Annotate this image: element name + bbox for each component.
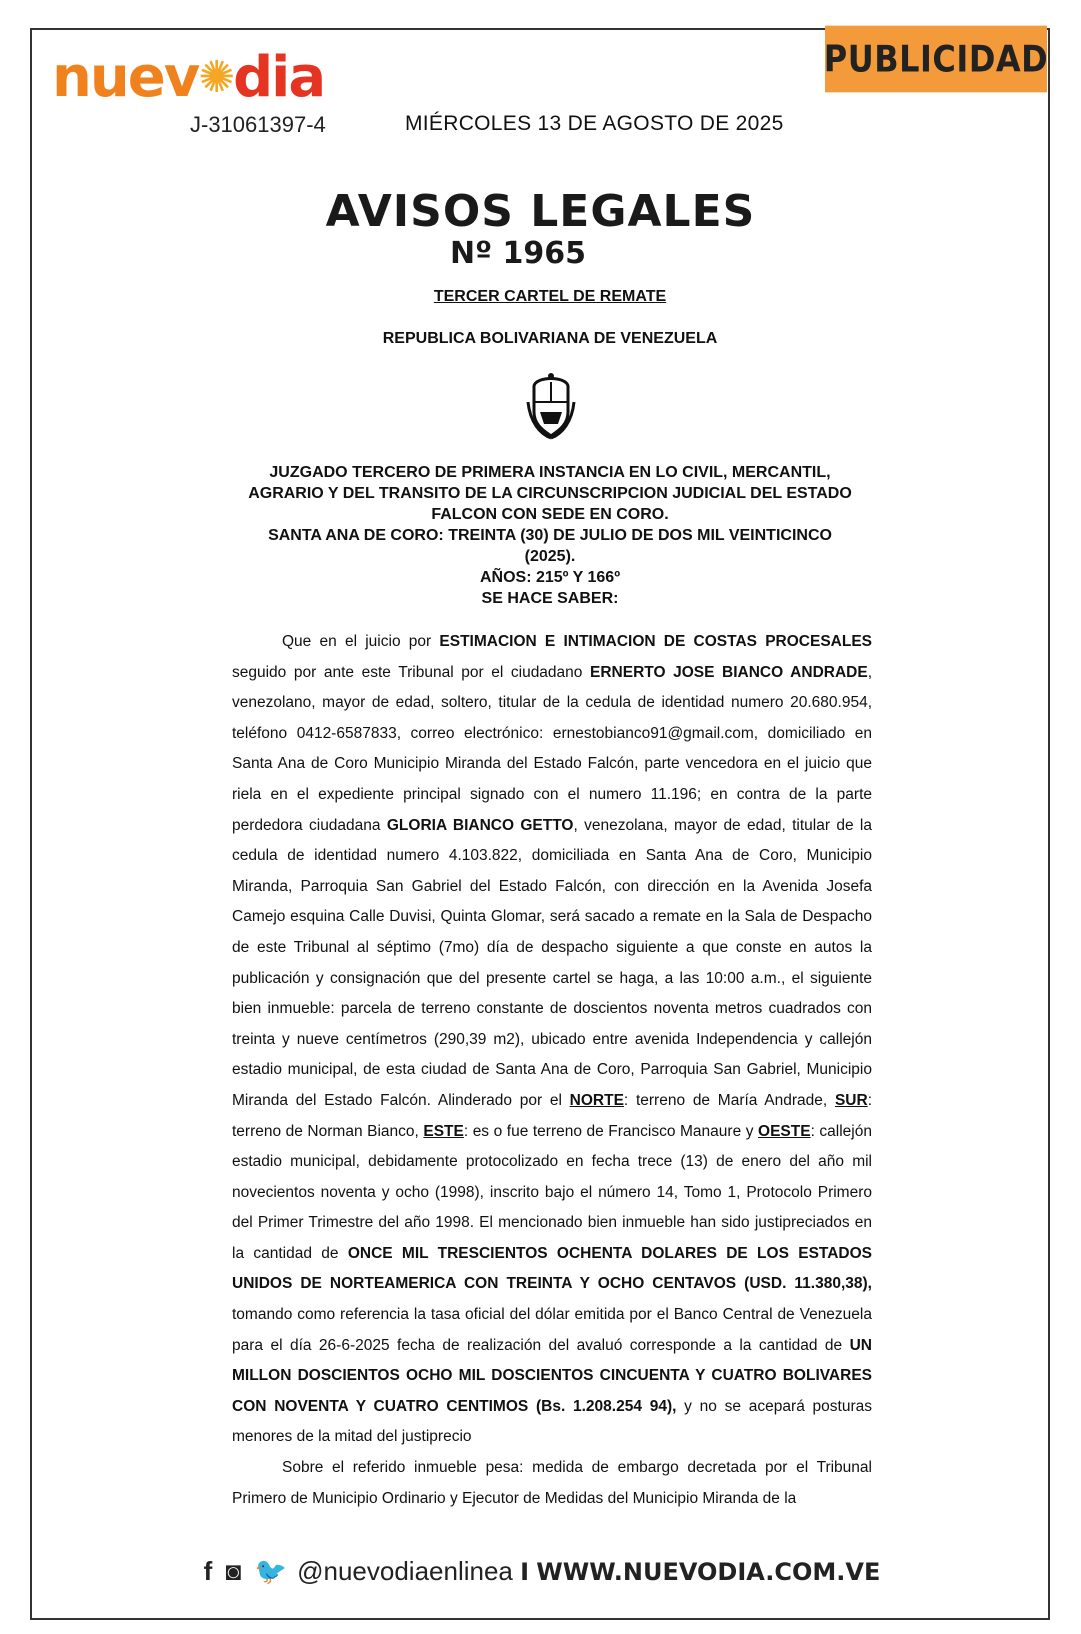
newspaper-logo: nuev✺dia: [52, 45, 325, 110]
country-name: REPUBLICA BOLIVARIANA DE VENEZUELA: [382, 330, 718, 347]
notice-body: [232, 627, 872, 1514]
facebook-icon[interactable]: f: [203, 1556, 213, 1586]
court-header: JUZGADO TERCERO DE PRIMERA INSTANCIA EN LO CIVIL, MERCANTIL, AGRARIO Y DEL TRANSITO DE LA CIRCUNSCRIPCION JUDICIAL DEL ESTADO FALCON CON SEDE EN CORO. SANTA ANA DE CORO: TREINTA (30) DE JULIO DE DOS MIL VEINTICINCO (2025). AÑOS: 215º Y 166º SE HACE SABER:: [248, 464, 852, 607]
body-paragraph-2: Sobre el referido inmueble pesa: medida de embargo decretada por el Tribunal Primero de Municipio Ordinario y Ejecutor de Medidas del Municipio Miranda de la: [232, 1459, 872, 1507]
footer-separator: I: [520, 1558, 530, 1586]
twitter-icon[interactable]: 🐦: [254, 1556, 287, 1586]
publication-date: MIÉRCOLES 13 DE AGOSTO DE 2025: [405, 112, 784, 135]
body-paragraph-1: Que en el juicio por ESTIMACION E INTIMACION DE COSTAS PROCESALES seguido por ante este Tribunal por el ciudadano ERNERTO JOSE BIANCO ANDRADE, venezolano, mayor de edad, soltero, titular de la cedula de identidad numero 20.680.954, teléfono 0412-6587833, correo electrónico: ernestobianco91@gmail.com, domiciliado en Santa Ana de Coro Municipio Miranda del Estado Falcón, parte vencedora en el juicio que riela en el expediente principal signado con el numero 11.196; en contra de la parte perdedora ciudadana GLORIA BIANCO GETTO, venezolana, mayor de edad, titular de la cedula de identidad numero 4.103.822, domiciliada en Santa Ana de Coro, Municipio Miranda, Parroquia San Gabriel del Estado Falcón, con dirección en la Avenida Josefa Camejo esquina Calle Duvisi, Quinta Glomar, será sacado a remate en la Sala de Despacho de este Tribunal al séptimo (7mo) día de despacho siguiente a que conste en autos la publicación y consignación que del presente cartel se haga, a las 10:00 a.m., el siguiente bien inmueble: parcela de terreno constante de doscientos noventa metros cuadrados con treinta y nueve centímetros (290,39 m2), ubicado entre avenida Independencia y callejón estadio municipal, de esta ciudad de Santa Ana de Coro, Parroquia San Gabriel, Municipio Miranda del Estado Falcón. Alinderado por el NORTE: terreno de María Andrade, SUR: terreno de Norman Bianco, ESTE: es o fue terreno de Francisco Manaure y OESTE: callejón estadio municipal, debidamente protocolizado en fecha trece (13) de enero del año mil novecientos noventa y ocho (1998), inscrito bajo el número 14, Tomo 1, Protocolo Primero del Primer Trimestre del año 1998. El mencionado bien inmueble han sido justipreciados en la cantidad de ONCE MIL TRESCIENTOS OCHENTA DOLARES DE LOS ESTADOS UNIDOS DE NORTEAMERICA CON TREINTA Y OCHO CENTAVOS (USD. 11.380,38), tomando como referencia la tasa oficial del dólar emitida por el Banco Central de Venezuela para el día 26-6-2025 fecha de realización del avaluó corresponde a la cantidad de UN MILLON DOSCIENTOS OCHO MIL DOSCIENTOS CINCUENTA Y CUATRO BOLIVARES CON NOVENTA Y CUATRO CENTIMOS (Bs. 1.208.254 94), y no se acepará posturas menores de la mitad del justiprecio: [232, 633, 873, 1446]
notice-number: Nº 1965: [450, 236, 586, 271]
sun-icon: ✺: [198, 52, 234, 103]
social-handle[interactable]: @nuevodiaenlinea: [297, 1556, 513, 1586]
rif-number: J-31061397-4: [190, 112, 326, 137]
page-title: AVISOS LEGALES: [325, 186, 756, 237]
publicidad-badge: PUBLICIDAD: [825, 26, 1047, 93]
coat-of-arms-icon: [526, 372, 576, 440]
notice-subtitle: TERCER CARTEL DE REMATE: [433, 288, 667, 305]
page-footer: [0, 1556, 1081, 1587]
website-link[interactable]: WWW.NUEVODIA.COM.VE: [536, 1558, 881, 1586]
instagram-icon[interactable]: ◙: [225, 1556, 242, 1586]
